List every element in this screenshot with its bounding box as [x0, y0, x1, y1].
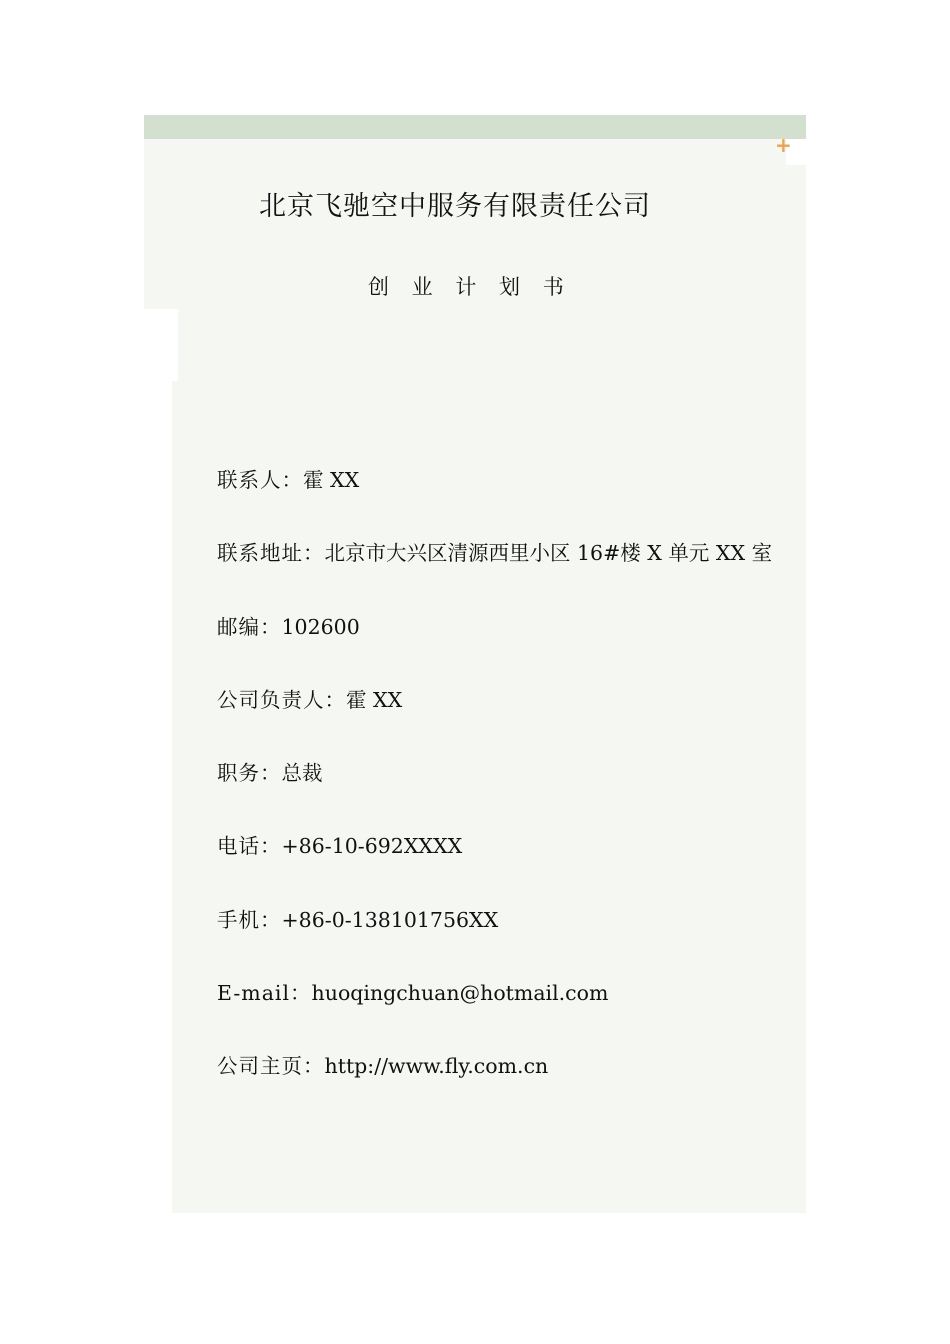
plus-icon: + — [775, 133, 792, 157]
position-label: 职务： — [217, 761, 282, 786]
contact-person-line — [217, 462, 807, 535]
contact-info-list — [217, 462, 807, 1122]
phone-line — [217, 828, 807, 901]
email-line — [217, 975, 807, 1048]
homepage-label: 公司主页： — [217, 1054, 325, 1079]
position-value: 总裁 — [281, 761, 323, 786]
email-label: E-mail： — [217, 981, 312, 1006]
postcode-label: 邮编： — [217, 614, 282, 639]
postcode-value: 102600 — [281, 614, 360, 639]
homepage-line — [217, 1048, 807, 1121]
position-line — [217, 755, 807, 828]
mobile-line — [217, 902, 807, 975]
phone-value: +86-10-692XXXX — [281, 834, 463, 859]
mobile-label: 手机： — [217, 907, 282, 932]
page-background-step — [172, 309, 178, 381]
phone-label: 电话： — [217, 834, 282, 859]
address-label: 联系地址： — [217, 541, 325, 566]
address-line — [217, 535, 807, 608]
email-value: huoqingchuan@hotmail.com — [311, 981, 609, 1006]
contact-person-label: 联系人： — [217, 468, 303, 492]
responsible-person-label: 公司负责人： — [217, 687, 346, 712]
company-title: 北京飞驰空中服务有限责任公司 — [259, 191, 651, 222]
header-band — [144, 115, 806, 139]
address-value: 北京市大兴区清源西里小区 16#楼 X 单元 XX 室 — [324, 541, 773, 566]
document-subtitle: 创 业 计 划 书 — [368, 275, 572, 299]
responsible-person-line — [217, 682, 807, 755]
homepage-value: http://www.fly.com.cn — [324, 1054, 549, 1079]
responsible-person-value: 霍 XX — [346, 687, 403, 712]
mobile-value: +86-0-138101756XX — [281, 907, 499, 932]
contact-person-value: 霍 XX — [303, 468, 360, 492]
postcode-line — [217, 609, 807, 682]
